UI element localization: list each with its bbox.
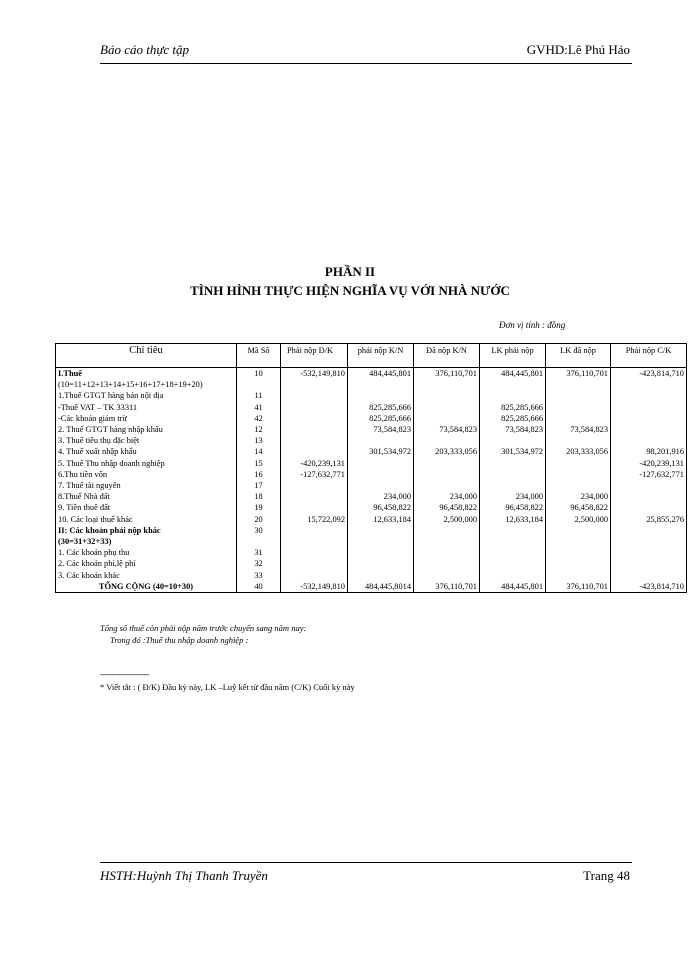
row-value [414,413,480,424]
row-value: 825,285,666 [480,413,546,424]
row-value: -420,239,131 [281,458,348,469]
row-code: 11 [237,390,281,401]
row-value: 825,285,666 [348,413,414,424]
row-value: -423,814,710 [611,368,687,380]
row-value: 73,584,823 [546,424,611,435]
row-value [611,525,687,536]
row-label: II: Các khoản phải nộp khác [56,525,237,536]
row-value [348,390,414,401]
row-value: 12,633,184 [480,514,546,525]
row-code: 14 [237,446,281,457]
row-value: 234,000 [414,491,480,502]
row-value [546,379,611,390]
row-label: 5. Thuế Thu nhập doanh nghiệp [56,458,237,469]
row-label: 6.Thu tiền vốn [56,469,237,480]
row-label: I.Thuế [56,368,237,380]
row-value [348,480,414,491]
row-value [611,570,687,581]
row-value: 376,110,701 [546,368,611,380]
row-value [611,435,687,446]
row-value [348,469,414,480]
row-code: 12 [237,424,281,435]
table-row [56,413,687,424]
table-row [56,536,687,547]
row-value: 203,333,056 [414,446,480,457]
row-value: 203,333,056 [546,446,611,457]
row-value: 98,201,916 [611,446,687,457]
row-value [546,525,611,536]
table-row [56,368,687,380]
row-value: 234,000 [348,491,414,502]
row-value [281,547,348,558]
table-header-row [56,344,687,368]
col-header-payable-period: phải nộp K/N [348,344,414,368]
row-code: 42 [237,413,281,424]
row-value [480,536,546,547]
unit-label: Đơn vị tính : đồng [499,320,566,330]
row-value [480,480,546,491]
row-value [281,379,348,390]
table-row [56,390,687,401]
row-label: (30=31+32+33) [56,536,237,547]
row-value: 73,584,823 [480,424,546,435]
row-value [281,536,348,547]
col-header-accum-payable: LK phải nộp [480,344,546,368]
table-row [56,558,687,569]
row-value: 234,000 [546,491,611,502]
row-value [281,446,348,457]
row-value: 376,110,701 [546,581,611,593]
row-value: 2,500,000 [546,514,611,525]
row-value [281,435,348,446]
row-value: 96,458,822 [348,502,414,513]
row-value [281,491,348,502]
row-value: 301,534,972 [480,446,546,457]
row-value [480,558,546,569]
row-value [281,424,348,435]
row-label: 10. Các loại thuế khác [56,514,237,525]
row-value: -532,149,810 [281,368,348,380]
note-corporate-tax: Trong đó :Thuế thu nhập doanh nghiệp : [110,635,249,645]
row-label: 8.Thuế Nhà đất [56,491,237,502]
row-value: -423,814,710 [611,581,687,593]
table-row [56,547,687,558]
row-value: 825,285,666 [348,402,414,413]
row-code [237,379,281,390]
col-header-paid-period: Đã nộp K/N [414,344,480,368]
row-value [281,570,348,581]
row-value [611,413,687,424]
col-header-closing-payable: Phải nộp C/K [611,344,687,368]
row-label: 2. Các khoản phí,lệ phí [56,558,237,569]
row-value [611,390,687,401]
row-value [348,525,414,536]
row-value [281,480,348,491]
row-value [611,402,687,413]
col-header-opening-payable: Phải nộp Đ/K [281,344,348,368]
footer-student: HSTH:Huỳnh Thị Thanh Truyền [100,868,268,883]
row-value [480,570,546,581]
row-value [480,547,546,558]
row-value: 96,458,822 [546,502,611,513]
table-row [56,379,687,390]
row-value [414,536,480,547]
row-value [281,413,348,424]
row-value: 25,855,276 [611,514,687,525]
row-code: 33 [237,570,281,581]
row-value [546,570,611,581]
footer-page-number: Trang 48 [583,868,630,883]
table-row [56,424,687,435]
table-row [56,581,687,593]
row-value [480,458,546,469]
col-header-code: Mã Số [237,344,281,368]
row-code: 15 [237,458,281,469]
row-value: 73,584,823 [414,424,480,435]
row-value: 825,285,666 [480,402,546,413]
row-value: -127,632,771 [281,469,348,480]
row-value [546,536,611,547]
col-header-indicator: Chỉ tiêu [56,344,237,368]
note-carryover: Tổng số thuế còn phải nộp năm trước chuyển sang năm nay: [100,623,307,633]
row-value: -420,239,131 [611,458,687,469]
row-value [611,547,687,558]
row-code: 17 [237,480,281,491]
row-label: 3. Thuế tiêu thụ đặc biệt [56,435,237,446]
table-row [56,514,687,525]
row-value [348,547,414,558]
row-value [546,413,611,424]
row-value [281,502,348,513]
row-value [414,390,480,401]
page-title: TÌNH HÌNH THỰC HIỆN NGHĨA VỤ VỚI NHÀ NƯỚC [190,283,510,298]
row-code: 32 [237,558,281,569]
row-code: 13 [237,435,281,446]
row-label: -Các khoản giảm trừ [56,413,237,424]
row-value [546,480,611,491]
row-value [611,480,687,491]
row-label: 7. Thuế tài nguyên [56,480,237,491]
row-label: 9. Tiền thuê đất [56,502,237,513]
row-label: -Thuế VAT – TK 33311 [56,402,237,413]
row-value [480,390,546,401]
footnote-abbreviations: * Viết tắt : ( Đ/K) Đầu kỳ này, LK –Luỹ kết từ đầu năm (C/K) Cuối kỳ này [100,682,355,692]
table-row [56,491,687,502]
row-value: 484,445,801 [480,368,546,380]
row-code: 20 [237,514,281,525]
row-value [348,570,414,581]
row-value [546,402,611,413]
row-value: -127,632,771 [611,469,687,480]
row-value [281,402,348,413]
row-value: 484,445,801 [480,581,546,593]
header-rule [100,63,632,64]
table-row [56,435,687,446]
row-value [348,558,414,569]
row-label: (10=11+12+13+14+15+16+17+18+19+20) [56,379,237,390]
row-value [348,536,414,547]
tax-obligation-table [55,343,687,593]
table-row [56,402,687,413]
row-value [281,390,348,401]
row-code: 16 [237,469,281,480]
row-value [480,379,546,390]
row-value: 484,445,8014 [348,581,414,593]
row-code: 41 [237,402,281,413]
row-value [414,558,480,569]
row-code: 19 [237,502,281,513]
row-value [348,435,414,446]
row-label: 1. Các khoản phụ thu [56,547,237,558]
table-row [56,502,687,513]
row-value [480,525,546,536]
page-footer [100,868,630,888]
part-heading: PHẦN II [324,264,376,279]
page-header [100,42,630,62]
row-value: 234,000 [480,491,546,502]
row-value [611,424,687,435]
table-row [56,458,687,469]
row-value: 73,584,823 [348,424,414,435]
row-code: 10 [237,368,281,380]
row-value [546,458,611,469]
row-value [480,435,546,446]
row-code: 31 [237,547,281,558]
row-value [281,525,348,536]
row-code [237,536,281,547]
row-value [414,570,480,581]
row-code: 30 [237,525,281,536]
row-value [414,547,480,558]
table-row [56,446,687,457]
row-label: 2. Thuế GTGT hàng nhập khẩu [56,424,237,435]
row-value: 2,500,000 [414,514,480,525]
row-value [546,435,611,446]
row-value [414,435,480,446]
row-value [348,458,414,469]
row-value: 376,110,701 [414,368,480,380]
row-value [611,491,687,502]
table-row [56,480,687,491]
row-value [611,536,687,547]
row-value [546,390,611,401]
table-row [56,469,687,480]
row-value [611,379,687,390]
row-code: 18 [237,491,281,502]
row-code: 40 [237,581,281,593]
row-value: 376,110,701 [414,581,480,593]
row-value [611,502,687,513]
row-value [546,469,611,480]
table-row [56,570,687,581]
row-value [414,458,480,469]
row-value [480,469,546,480]
row-label: 3. Các khoản khác [56,570,237,581]
row-value [414,379,480,390]
row-label: 4. Thuế xuất nhập khẩu [56,446,237,457]
row-value: 12,633,184 [348,514,414,525]
footer-rule [100,862,632,863]
row-value [414,469,480,480]
table-row [56,525,687,536]
row-value [281,558,348,569]
row-value [546,558,611,569]
row-value [611,558,687,569]
row-value [348,379,414,390]
header-advisor: GVHD:Lê Phú Hảo [526,42,630,57]
row-value: 96,458,822 [480,502,546,513]
row-value: -532,149,810 [281,581,348,593]
row-value: 301,534,972 [348,446,414,457]
col-header-accum-paid: LK đã nộp [546,344,611,368]
row-value [546,547,611,558]
row-value: 484,445,801 [348,368,414,380]
footnote-separator: --------------------- [100,669,149,679]
header-report-title: Báo cáo thực tập [100,42,190,57]
row-value: 96,458,822 [414,502,480,513]
row-value: 15,722,092 [281,514,348,525]
row-value [414,402,480,413]
row-label: TỔNG CỘNG (40=10+30) [56,581,237,593]
row-value [414,480,480,491]
row-label: 1.Thuế GTGT hàng bán nội địa [56,390,237,401]
row-value [414,525,480,536]
